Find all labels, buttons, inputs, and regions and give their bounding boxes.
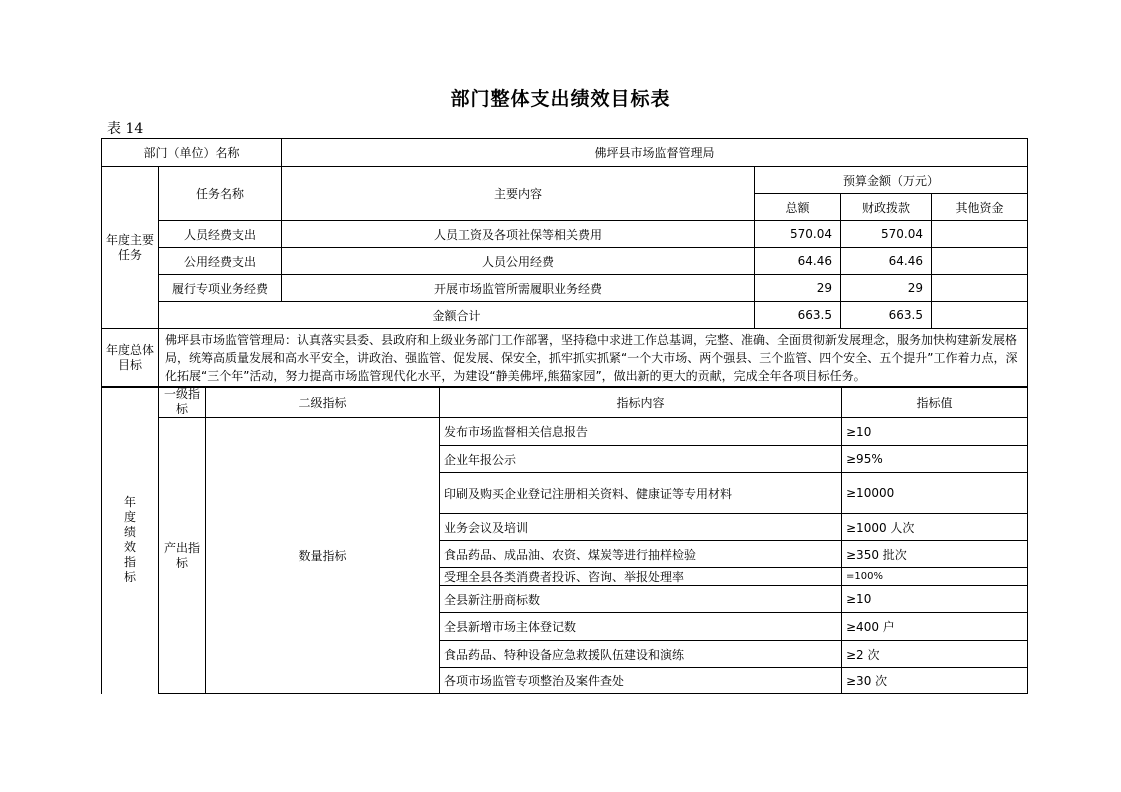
task-fiscal: 64.46 [841, 248, 932, 275]
task-total: 570.04 [755, 221, 841, 248]
sum-total: 663.5 [755, 302, 841, 329]
task-fiscal: 570.04 [841, 221, 932, 248]
task-name: 人员经费支出 [159, 221, 282, 248]
table-number: 表 14 [107, 121, 144, 137]
indicator-value: ≥350 批次 [842, 541, 1028, 568]
col-indicator-value: 指标值 [842, 387, 1028, 418]
indicator-content: 各项市场监管专项整治及案件查处 [440, 668, 842, 694]
level1-output: 产出指标 [159, 418, 206, 694]
indicator-value: ≥10 [842, 586, 1028, 613]
overall-goal-label: 年度总体目标 [102, 329, 159, 388]
page-title: 部门整体支出绩效目标表 [450, 88, 671, 110]
indicator-content: 食品药品、成品油、农资、煤炭等进行抽样检验 [440, 541, 842, 568]
task-total: 29 [755, 275, 841, 302]
indicator-content: 发布市场监督相关信息报告 [440, 418, 842, 446]
task-content: 人员工资及各项社保等相关费用 [282, 221, 755, 248]
indicator-content: 受理全县各类消费者投诉、咨询、举报处理率 [440, 568, 842, 586]
annual-tasks-label: 年度主要任务 [102, 167, 159, 329]
task-other [932, 248, 1028, 275]
col-other-funds: 其他资金 [932, 194, 1028, 221]
indicator-value: ≥30 次 [842, 668, 1028, 694]
task-name: 履行专项业务经费 [159, 275, 282, 302]
col-main-content: 主要内容 [282, 167, 755, 221]
task-other [932, 275, 1028, 302]
dept-name-value: 佛坪县市场监督管理局 [282, 139, 1028, 167]
indicator-content: 食品药品、特种设备应急救援队伍建设和演练 [440, 641, 842, 668]
task-content: 人员公用经费 [282, 248, 755, 275]
task-content: 开展市场监管所需履职业务经费 [282, 275, 755, 302]
col-total: 总额 [755, 194, 841, 221]
overall-goal-text: 佛坪县市场监管管理局：认真落实县委、县政府和上级业务部门工作部署，坚持稳中求进工作总基调，完整、准确、全面贯彻新发展理念，服务加快构建新发展格局，统筹高质量发展和高水平安全，讲政治、强监管、促发展、保安全，抓牢抓实抓紧“一个大市场、两个强县、三个监管、四个安全、五个提升”工作着力点，深化拓展“三个年”活动，努力提高市场监管现代化水平，为建设“静美佛坪,熊猫家园”，做出新的更大的贡献，完成全年各项目标任务。 [159, 329, 1028, 388]
budget-table [101, 138, 1028, 388]
table-row [102, 221, 1028, 248]
indicator-value: ≥95% [842, 446, 1028, 473]
dept-name-label: 部门（单位）名称 [102, 139, 282, 167]
task-name: 公用经费支出 [159, 248, 282, 275]
level2-quantity: 数量指标 [206, 418, 440, 694]
task-total: 64.46 [755, 248, 841, 275]
indicator-content: 企业年报公示 [440, 446, 842, 473]
indicator-value: ≥1000 人次 [842, 514, 1028, 541]
task-other [932, 221, 1028, 248]
indicator-value: ≥400 户 [842, 613, 1028, 641]
table-row [102, 248, 1028, 275]
indicator-value: ≥10 [842, 418, 1028, 446]
sum-fiscal: 663.5 [841, 302, 932, 329]
sum-row [102, 302, 1028, 329]
col-fiscal: 财政拨款 [841, 194, 932, 221]
indicator-table [101, 386, 1028, 694]
col-level1: 一级指标 [159, 387, 206, 418]
col-task-name: 任务名称 [159, 167, 282, 221]
table-row [102, 275, 1028, 302]
sum-label: 金额合计 [159, 302, 755, 329]
col-budget-amount: 预算金额（万元） [755, 167, 1028, 194]
task-fiscal: 29 [841, 275, 932, 302]
col-level2: 二级指标 [206, 387, 440, 418]
sum-other [932, 302, 1028, 329]
col-indicator-content: 指标内容 [440, 387, 842, 418]
indicator-value: ≥2 次 [842, 641, 1028, 668]
indicator-value: =100% [842, 568, 1028, 586]
indicator-content: 印刷及购买企业登记注册相关资料、健康证等专用材料 [440, 473, 842, 514]
indicator-value: ≥10000 [842, 473, 1028, 514]
table-row [102, 418, 1028, 446]
indicator-content: 业务会议及培训 [440, 514, 842, 541]
indicators-label: 年度绩效指标 [102, 387, 159, 694]
indicator-content: 全县新注册商标数 [440, 586, 842, 613]
indicator-content: 全县新增市场主体登记数 [440, 613, 842, 641]
